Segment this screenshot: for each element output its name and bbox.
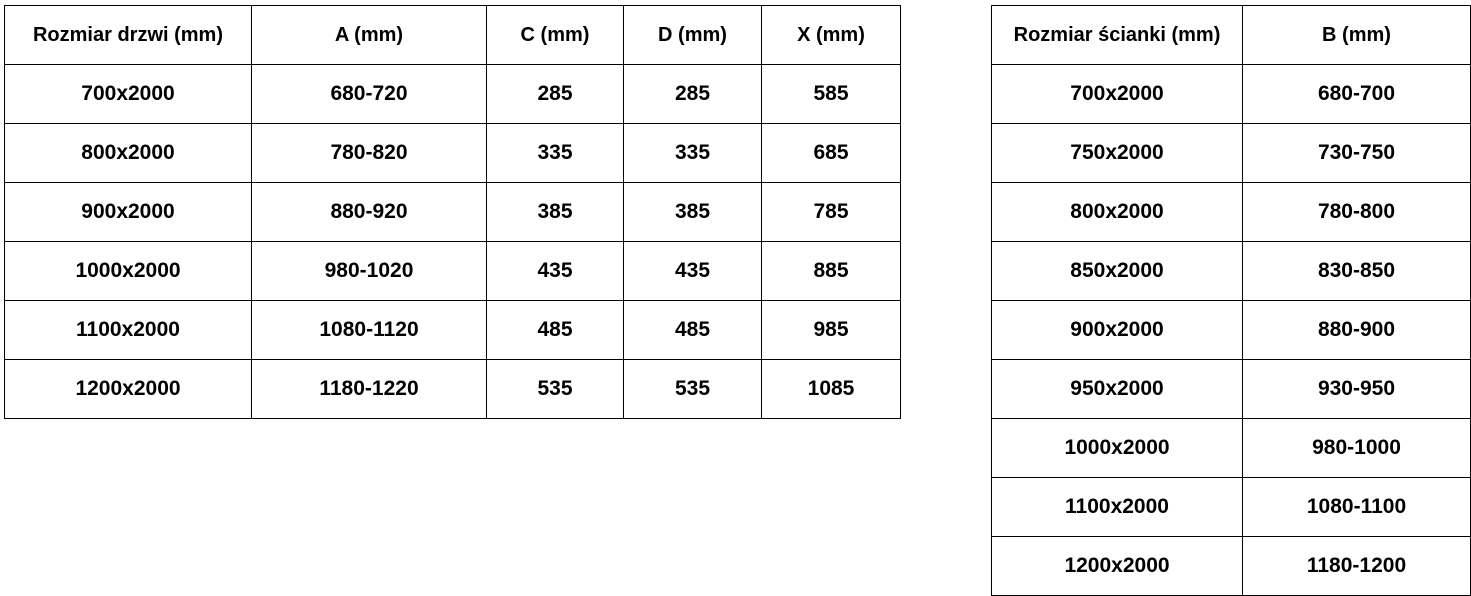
table-row [992, 537, 1471, 596]
table-cell: 700x2000 [5, 65, 252, 124]
table-header-row [992, 6, 1471, 65]
table-cell: 485 [624, 301, 762, 360]
table-cell: 435 [487, 242, 624, 301]
table-cell: 335 [624, 124, 762, 183]
table-cell: 1100x2000 [992, 478, 1243, 537]
column-header-x: X (mm) [762, 6, 901, 65]
table-cell: 535 [487, 360, 624, 419]
table-cell: 1180-1200 [1243, 537, 1471, 596]
table-cell: 780-820 [252, 124, 487, 183]
table-cell: 930-950 [1243, 360, 1471, 419]
table-cell: 1180-1220 [252, 360, 487, 419]
table-row [992, 301, 1471, 360]
column-header-c: C (mm) [487, 6, 624, 65]
table-cell: 1200x2000 [5, 360, 252, 419]
table-cell: 285 [624, 65, 762, 124]
table-cell: 900x2000 [5, 183, 252, 242]
table-cell: 585 [762, 65, 901, 124]
column-header-wall-size: Rozmiar ścianki (mm) [992, 6, 1243, 65]
table-cell: 950x2000 [992, 360, 1243, 419]
table-cell: 800x2000 [992, 183, 1243, 242]
table-cell: 830-850 [1243, 242, 1471, 301]
column-header-a: A (mm) [252, 6, 487, 65]
table-cell: 1085 [762, 360, 901, 419]
table-row [5, 65, 901, 124]
table-cell: 285 [487, 65, 624, 124]
table-cell: 1000x2000 [5, 242, 252, 301]
table-cell: 680-720 [252, 65, 487, 124]
table-cell: 335 [487, 124, 624, 183]
table-cell: 785 [762, 183, 901, 242]
table-row [5, 301, 901, 360]
table-cell: 680-700 [1243, 65, 1471, 124]
wall-size-table [991, 5, 1471, 596]
table-cell: 985 [762, 301, 901, 360]
table-cell: 900x2000 [992, 301, 1243, 360]
column-header-d: D (mm) [624, 6, 762, 65]
table-row [5, 183, 901, 242]
table-cell: 880-900 [1243, 301, 1471, 360]
door-size-table [4, 5, 901, 419]
table-row [992, 65, 1471, 124]
table-cell: 1200x2000 [992, 537, 1243, 596]
table-cell: 535 [624, 360, 762, 419]
table-cell: 750x2000 [992, 124, 1243, 183]
table-cell: 435 [624, 242, 762, 301]
table-cell: 385 [624, 183, 762, 242]
table-cell: 1080-1120 [252, 301, 487, 360]
table-cell: 730-750 [1243, 124, 1471, 183]
table-row [5, 124, 901, 183]
table-row [992, 478, 1471, 537]
table-row [992, 183, 1471, 242]
table-cell: 980-1000 [1243, 419, 1471, 478]
table-cell: 980-1020 [252, 242, 487, 301]
door-size-table-container [4, 5, 901, 419]
table-row [992, 124, 1471, 183]
table-cell: 385 [487, 183, 624, 242]
table-cell: 780-800 [1243, 183, 1471, 242]
table-row [992, 242, 1471, 301]
table-row [5, 242, 901, 301]
table-row [992, 419, 1471, 478]
column-header-b: B (mm) [1243, 6, 1471, 65]
table-row [992, 360, 1471, 419]
table-cell: 1000x2000 [992, 419, 1243, 478]
table-header-row [5, 6, 901, 65]
table-cell: 1080-1100 [1243, 478, 1471, 537]
table-cell: 1100x2000 [5, 301, 252, 360]
table-cell: 800x2000 [5, 124, 252, 183]
table-cell: 880-920 [252, 183, 487, 242]
column-header-door-size: Rozmiar drzwi (mm) [5, 6, 252, 65]
table-cell: 685 [762, 124, 901, 183]
table-cell: 885 [762, 242, 901, 301]
wall-size-table-container [991, 5, 1471, 596]
table-cell: 850x2000 [992, 242, 1243, 301]
table-row [5, 360, 901, 419]
table-cell: 485 [487, 301, 624, 360]
table-cell: 700x2000 [992, 65, 1243, 124]
